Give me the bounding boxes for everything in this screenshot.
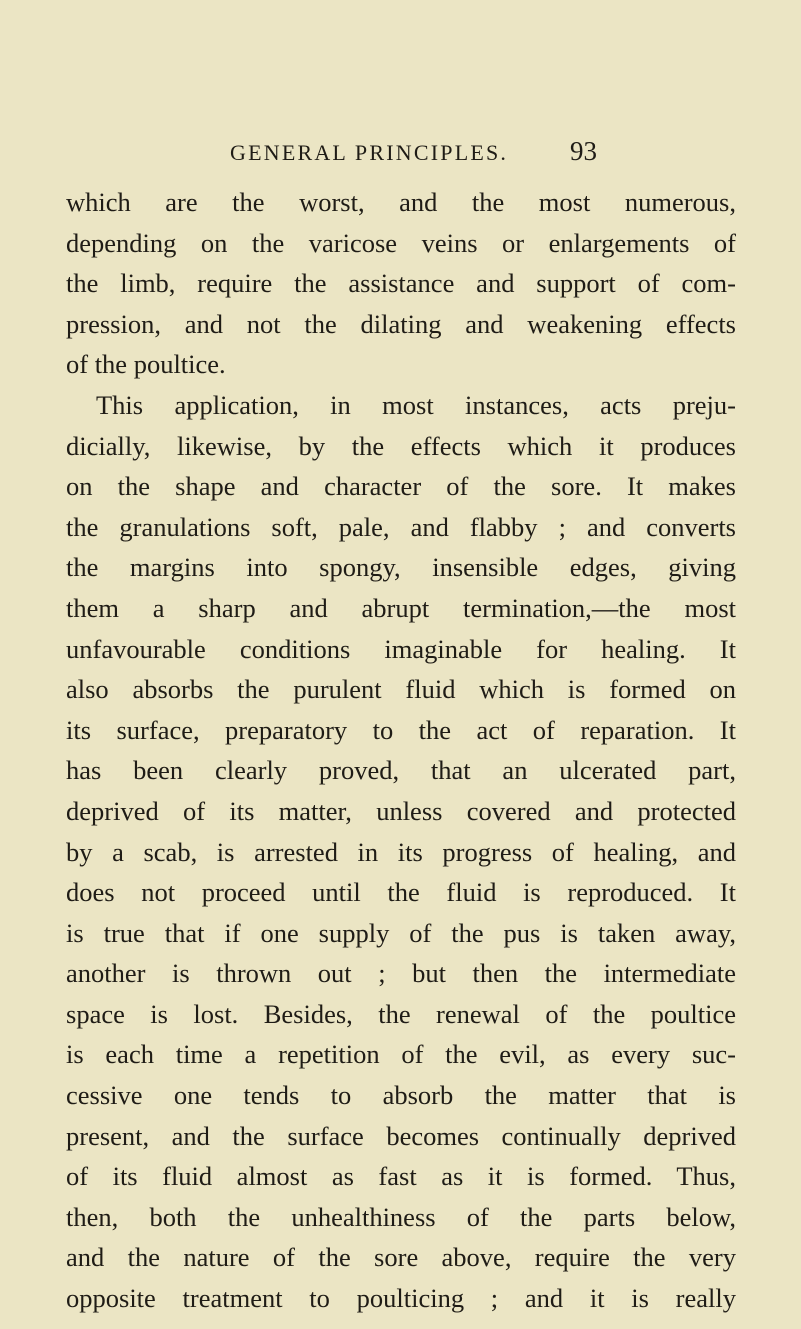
text-line-2: depending on the varicose veins or enlargements of [66, 227, 736, 258]
text-line-19: is true that if one supply of the pus is taken away, [66, 917, 736, 948]
running-head [230, 136, 630, 180]
text-line-22: is each time a repetition of the evil, as every suc- [66, 1039, 736, 1070]
text-line-5: of the poultice. [66, 349, 226, 380]
page-number: 93 [570, 136, 597, 166]
text-line-23: cessive one tends to absorb the matter that is [66, 1080, 736, 1111]
text-line-8: on the shape and character of the sore. It makes [66, 471, 736, 502]
text-line-17: by a scab, is arrested in its progress of healing, and [66, 836, 736, 867]
text-line-21: space is lost. Besides, the renewal of the poultice [66, 998, 736, 1029]
text-line-4: pression, and not the dilating and weakening effects [66, 308, 736, 339]
text-line-15: has been clearly proved, that an ulcerated part, [66, 755, 736, 786]
text-line-24: present, and the surface becomes continually deprived [66, 1120, 736, 1151]
text-line-28: opposite treatment to poulticing ; and it is really [66, 1283, 736, 1314]
text-line-25: of its fluid almost as fast as it is formed. Thus, [66, 1161, 736, 1192]
text-line-26: then, both the unhealthiness of the parts below, [66, 1201, 736, 1232]
page-header-title: GENERAL PRINCIPLES. [230, 140, 509, 165]
text-line-7: dicially, likewise, by the effects which it produces [66, 430, 736, 461]
text-line-10: the margins into spongy, insensible edges, giving [66, 552, 736, 583]
text-line-14: its surface, preparatory to the act of reparation. It [66, 714, 736, 745]
text-line-18: does not proceed until the fluid is reproduced. It [66, 877, 736, 908]
body-text [66, 182, 736, 1319]
text-line-27: and the nature of the sore above, require the very [66, 1242, 736, 1273]
text-line-3: the limb, require the assistance and support of com- [66, 268, 736, 299]
text-line-16: deprived of its matter, unless covered and protected [66, 795, 736, 826]
text-line-13: also absorbs the purulent fluid which is formed on [66, 674, 736, 705]
text-line-1: which are the worst, and the most numerous, [66, 187, 736, 217]
text-line-9: the granulations soft, pale, and flabby ; and converts [66, 511, 736, 542]
text-line-12: unfavourable conditions imaginable for healing. It [66, 633, 736, 664]
text-line-20: another is thrown out ; but then the intermediate [66, 958, 736, 989]
text-line-6: This application, in most instances, acts preju- [96, 389, 736, 420]
text-line-11: them a sharp and abrupt termination,—the most [66, 592, 736, 623]
